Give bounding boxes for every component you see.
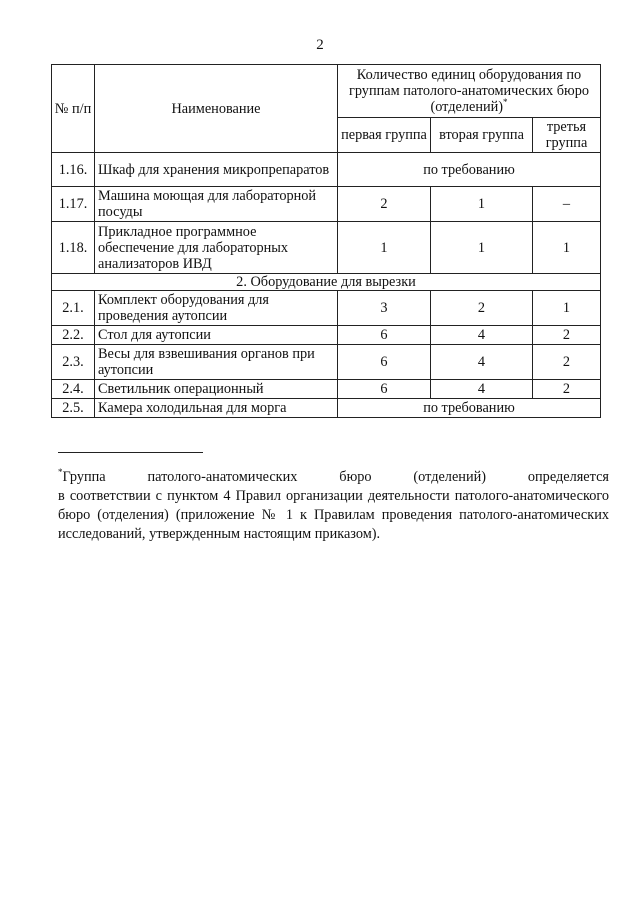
- row-name: Светильник операционный: [95, 380, 338, 399]
- table-row: [52, 326, 601, 345]
- row-number: 1.17.: [52, 187, 95, 222]
- section-row: [52, 274, 601, 291]
- header-quantity-text: Количество единиц оборудования по группам патолого-анатомических бюро (отделений): [348, 67, 589, 115]
- page-number: 2: [316, 37, 324, 53]
- row-name: Шкаф для хранения микропрепаратов: [95, 153, 338, 187]
- row-number: 1.16.: [52, 153, 95, 187]
- header-quantity: [338, 65, 601, 118]
- footnote-first-line: [58, 468, 609, 487]
- row-number: 1.18.: [52, 222, 95, 274]
- row-value-group-1: 2: [338, 187, 431, 222]
- footnote-divider: [58, 452, 203, 453]
- header-name: Наименование: [95, 65, 338, 153]
- equipment-table: [51, 64, 601, 418]
- footnote-reference-mark: *: [503, 97, 508, 108]
- row-value-group-2: 4: [431, 345, 533, 380]
- row-name: Комплект оборудования для проведения аутопсии: [95, 291, 338, 326]
- row-name: Камера холодильная для морга: [95, 399, 338, 418]
- row-number: 2.4.: [52, 380, 95, 399]
- row-value-group-3: 2: [533, 326, 601, 345]
- table-header-row: [52, 65, 601, 118]
- row-value-group-1: 6: [338, 345, 431, 380]
- row-number: 2.1.: [52, 291, 95, 326]
- header-number: № п/п: [52, 65, 95, 153]
- row-value-group-2: 1: [431, 222, 533, 274]
- row-value-group-3: 2: [533, 380, 601, 399]
- row-value-group-2: 1: [431, 187, 533, 222]
- row-value-group-2: 4: [431, 326, 533, 345]
- row-value-group-1: 6: [338, 326, 431, 345]
- footnote-mark: *: [58, 467, 63, 478]
- row-value-group-3: 1: [533, 291, 601, 326]
- table-row: [52, 380, 601, 399]
- section-title: 2. Оборудование для вырезки: [52, 274, 601, 291]
- row-value-group-3: 2: [533, 345, 601, 380]
- row-number: 2.5.: [52, 399, 95, 418]
- row-value-group-2: 4: [431, 380, 533, 399]
- table-row: [52, 291, 601, 326]
- table-row: [52, 399, 601, 418]
- table-row: [52, 187, 601, 222]
- row-name: Машина моющая для лабораторной посуды: [95, 187, 338, 222]
- header-group-2: вторая группа: [431, 118, 533, 153]
- row-value-group-3: 1: [533, 222, 601, 274]
- row-value-group-2: 2: [431, 291, 533, 326]
- table-row: [52, 222, 601, 274]
- footnote-text: в соответствии с пунктом 4 Правил организации деятельности патолого-анатомического бюро (отделения) (приложение № 1 к Правилам проведения патолого-анатомических исследований, утвержденным настоящим приказом).: [58, 488, 609, 542]
- row-value-group-1: 6: [338, 380, 431, 399]
- row-number: 2.2.: [52, 326, 95, 345]
- row-value-group-3: –: [533, 187, 601, 222]
- row-value-group-1: 3: [338, 291, 431, 326]
- header-group-1: первая группа: [338, 118, 431, 153]
- row-on-request: по требованию: [338, 153, 601, 187]
- table-row: [52, 153, 601, 187]
- header-group-3: третья группа: [533, 118, 601, 153]
- footnote: [58, 468, 609, 544]
- row-name: Весы для взвешивания органов при аутопсии: [95, 345, 338, 380]
- row-name: Стол для аутопсии: [95, 326, 338, 345]
- row-on-request: по требованию: [338, 399, 601, 418]
- row-name: Прикладное программное обеспечение для лабораторных анализаторов ИВД: [95, 222, 338, 274]
- row-value-group-1: 1: [338, 222, 431, 274]
- table-row: [52, 345, 601, 380]
- row-number: 2.3.: [52, 345, 95, 380]
- footnote-line-1: Группа патолого-анатомических бюро (отделений) определяется: [62, 469, 609, 485]
